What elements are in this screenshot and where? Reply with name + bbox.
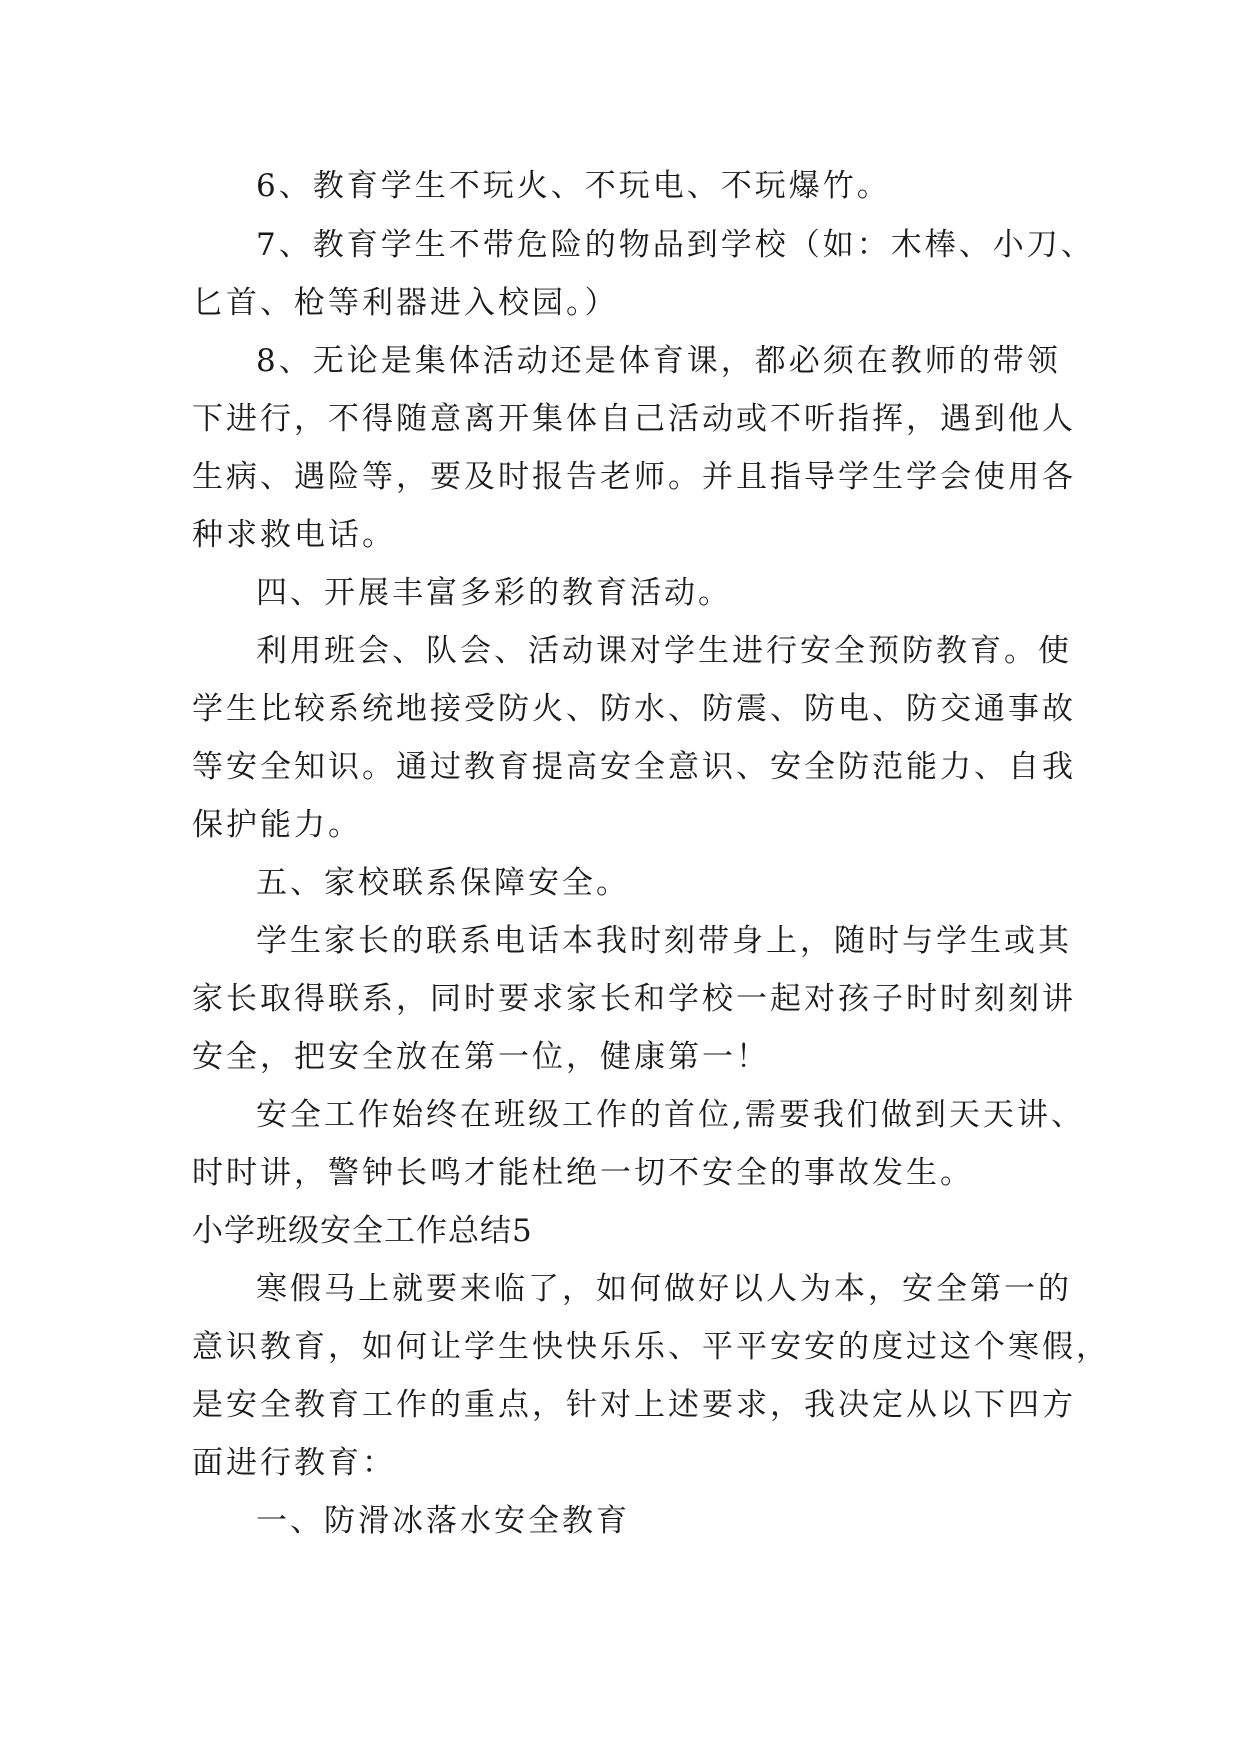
section-heading-5: 五、家校联系保障安全。 (256, 865, 630, 901)
article-title: 小学班级安全工作总结5 (192, 1213, 533, 1249)
paragraph-section-4-cont-3: 保护能力。 (192, 807, 362, 843)
paragraph-item-6: 6、教育学生不玩火、不玩电、不玩爆竹。 (256, 168, 891, 204)
paragraph-section-5-cont-2: 安全，把安全放在第一位，健康第一！ (192, 1039, 770, 1075)
paragraph-item-7-cont: 匕首、枪等利器进入校园。） (192, 285, 619, 321)
paragraph-item-8-cont-1: 下进行，不得随意离开集体自己活动或不听指挥，遇到他人 (192, 401, 1076, 437)
paragraph-section-4: 利用班会、队会、活动课对学生进行安全预防教育。使 (256, 633, 1072, 669)
section-heading-4: 四、开展丰富多彩的教育活动。 (256, 575, 732, 611)
paragraph-item-7: 7、教育学生不带危险的物品到学校（如：木棒、小刀、 (256, 227, 1095, 263)
paragraph-intro-cont-3: 面进行教育： (192, 1445, 396, 1481)
paragraph-section-4-cont-1: 学生比较系统地接受防火、防水、防震、防电、防交通事故 (192, 691, 1076, 727)
paragraph-conclusion-cont: 时时讲，警钟长鸣才能杜绝一切不安全的事故发生。 (192, 1155, 974, 1191)
paragraph-conclusion: 安全工作始终在班级工作的首位,需要我们做到天天讲、 (256, 1097, 1085, 1133)
paragraph-section-5: 学生家长的联系电话本我时刻带身上，随时与学生或其 (256, 923, 1072, 959)
paragraph-intro: 寒假马上就要来临了，如何做好以人为本，安全第一的 (256, 1271, 1072, 1307)
paragraph-intro-cont-1: 意识教育，如何让学生快快乐乐、平平安安的度过这个寒假， (192, 1329, 1110, 1365)
paragraph-section-5-cont-1: 家长取得联系，同时要求家长和学校一起对孩子时时刻刻讲 (192, 981, 1076, 1017)
paragraph-item-8: 8、无论是集体活动还是体育课，都必须在教师的带领 (256, 343, 1061, 379)
paragraph-item-8-cont-2: 生病、遇险等，要及时报告老师。并且指导学生学会使用各 (192, 459, 1076, 495)
paragraph-intro-cont-2: 是安全教育工作的重点，针对上述要求，我决定从以下四方 (192, 1387, 1076, 1423)
paragraph-section-4-cont-2: 等安全知识。通过教育提高安全意识、安全防范能力、自我 (192, 749, 1076, 785)
paragraph-item-8-cont-3: 种求救电话。 (192, 517, 396, 553)
section-heading-1: 一、防滑冰落水安全教育 (256, 1503, 630, 1539)
